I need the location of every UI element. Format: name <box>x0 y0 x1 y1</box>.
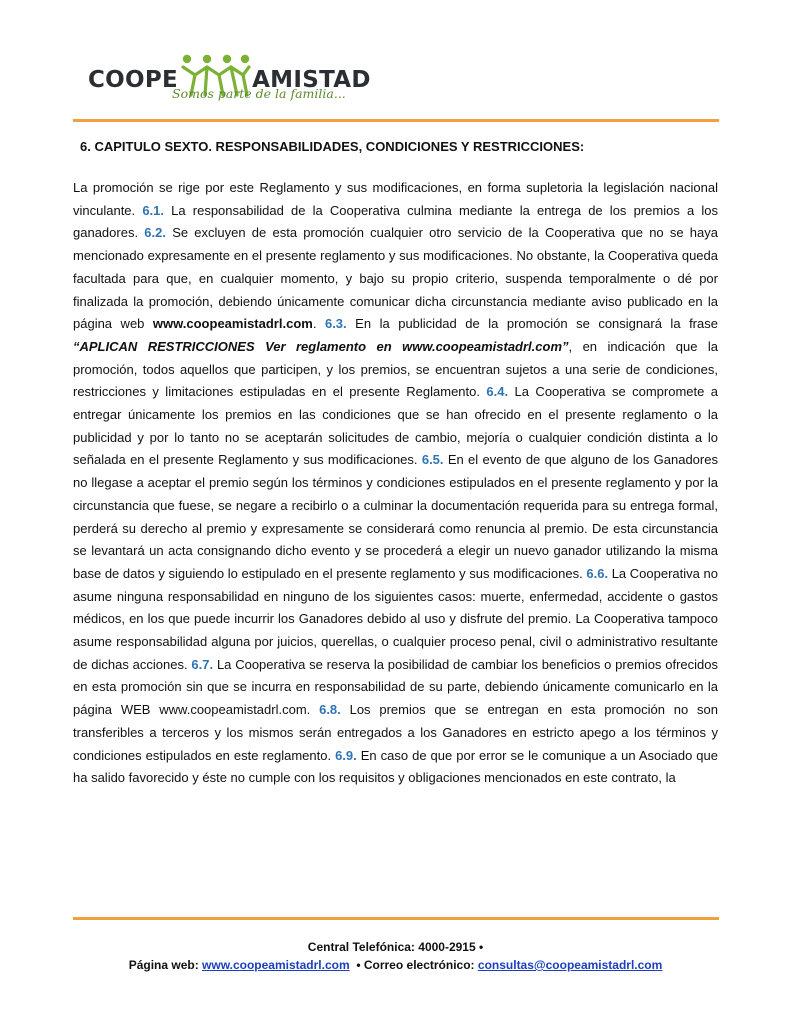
footer-web-label: Página web: <box>128 958 199 972</box>
footer-divider <box>73 917 719 920</box>
logo-text-left: COOPE <box>88 67 179 93</box>
website-link[interactable]: www.coopeamistadrl.com <box>202 958 350 972</box>
clause-text: La responsabilidad de la Cooperativa culmina mediante la entrega de los premios a los ganadores. <box>73 202 718 241</box>
clause-text: En caso de que por error se le comunique a un Asociado que ha salido favorecido y éste no cumple con los requisitos y obligaciones mencionados en este contrato, la <box>73 747 718 786</box>
website-reference: www.coopeamistadrl.com <box>152 316 313 332</box>
clause-number: 6.7. <box>191 656 214 672</box>
clause-text: . <box>312 316 317 332</box>
footer-phone: Central Telefónica: 4000-2915 • <box>307 940 484 954</box>
clause-number: 6.8. <box>319 702 341 718</box>
clause-text: La Cooperativa se reserva la posibilidad de cambiar los beneficios o premios ofrecidos en esta promoción sin que se incurra en responsabilidad de su parte, debiendo únicamente comunicarlo en la página WEB www.coopeamistadrl.com. <box>73 656 718 718</box>
clause-text: Los premios que se entregan en esta promoción no son transferibles a terceros y los mismos serán entregados a los Ganadores en estricto apego a los términos y condiciones estipulados en este reglamento. <box>73 702 718 763</box>
company-logo <box>88 26 371 102</box>
clause-number: 6.1. <box>142 202 164 218</box>
clause-number: 6.9. <box>335 747 357 763</box>
clause-text: Se excluyen de esta promoción cualquier otro servicio de la Cooperativa que no se haya mencionado expresamente en el presente reglamento y sus modificaciones. No obstante, la Cooperativa queda facultada para que, en cualquier momento, y bajo su propio criterio, suspenda temporalmente o dé por finalizada la promoción, debiendo únicamente comunicar dicha circunstancia mediante aviso publicado en la página web <box>73 225 718 332</box>
clause-number: 6.5. <box>421 452 444 468</box>
chapter-body <box>73 177 718 790</box>
clause-number: 6.2. <box>144 225 166 241</box>
clause-number: 6.3. <box>324 316 347 332</box>
clause-text: En la publicidad de la promoción se consignará la frase <box>355 316 718 332</box>
header-divider <box>73 119 719 122</box>
logo-text-right: AMISTAD <box>252 67 371 93</box>
footer-contact <box>0 958 791 972</box>
restriction-phrase: “APLICAN RESTRICCIONES Ver reglamento en www.coopeamistadrl.com” <box>73 338 569 354</box>
clause-number: 6.4. <box>486 384 509 400</box>
footer-email-label: • Correo electrónico: <box>356 958 475 972</box>
clause-text: La Cooperativa se compromete a entregar únicamente los premios en las condiciones que se han ofrecido en el presente reglamento o la publicidad y por lo tanto no se aceptarán solicitudes de cambio, mejoría o cualquier condición distinta a lo señalada en el presente Reglamento y sus modificaciones. <box>73 384 719 468</box>
clause-number: 6.6. <box>586 565 609 581</box>
email-link[interactable]: consultas@coopeamistadrl.com <box>477 958 663 972</box>
clause-text: , en indicación que la promoción, todos aquellos que participen, y los premios, se encuentran sujetos a una serie de condiciones, restricciones y limitaciones estipuladas en el presente Reglamento. <box>73 338 718 400</box>
chapter-heading: 6. CAPITULO SEXTO. RESPONSABILIDADES, CONDICIONES Y RESTRICCIONES: <box>80 139 585 154</box>
paragraph-intro: La promoción se rige por este Reglamento y sus modificaciones, en forma supletoria la legislación nacional vinculante. <box>73 180 718 218</box>
logo-slogan: Somos parte de la familia... <box>172 86 346 101</box>
clause-text: La Cooperativa no asume ninguna responsabilidad en ninguno de los siguientes casos: muerte, enfermedad, accidente o gastos médicos, en los que puede incurrir los Ganadores debido al uso y disfrute del premio. La Cooperativa tampoco asume responsabilidad alguna por juicios, querellas, o cualquier proceso penal, civil o administrativo resultante de dichas acciones. <box>73 565 718 672</box>
clause-text: En el evento de que alguno de los Ganadores no llegase a aceptar el premio según los términos y condiciones estipulados en el presente reglamento y por la circunstancia que fuese, se negare a recibirlo o a culminar la documentación requerida para su entrega formal, perderá su derecho al premio y expresamente se considerará como renuncia al premio. De esta circunstancia se levantará un acta consignando dicho evento y se procederá a elegir un nuevo ganador utilizando la misma base de datos y siguiendo lo estipulado en el presente reglamento y sus modificaciones. <box>73 452 718 581</box>
